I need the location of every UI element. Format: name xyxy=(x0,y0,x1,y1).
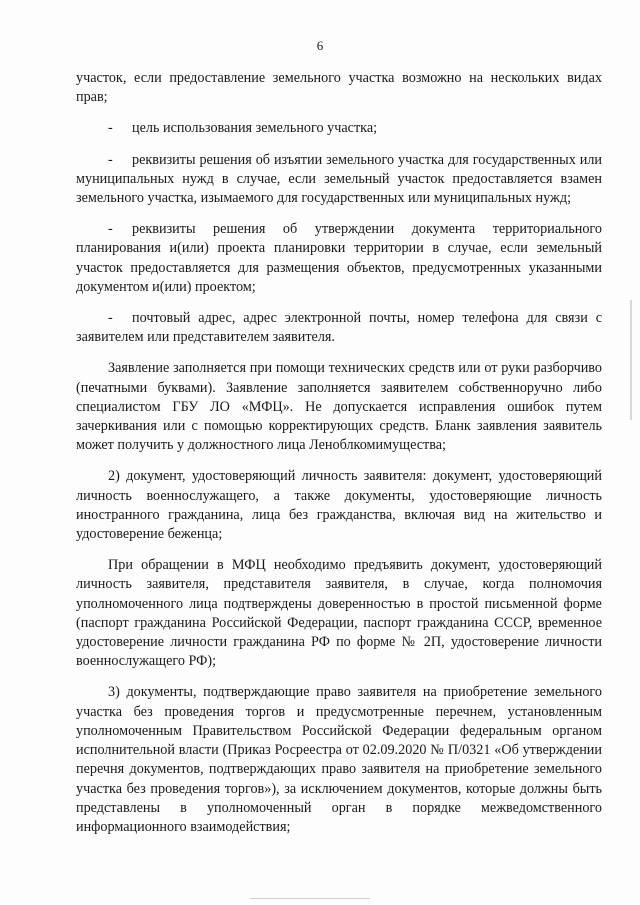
scan-bottom-mark xyxy=(250,898,370,899)
paragraph-application-filling: Заявление заполняется при помощи технических средств или от руки разборчиво (печатными буквами). Заявление заполняется заявителем собственноручно либо специалистом ГБУ ЛО «МФЦ». Не допускается исправления ошибок путем зачеркивания или с помощью корректирующих средств. Бланк заявления заявитель может получить у должностного лица Леноблкомимущества; xyxy=(76,360,602,454)
bullet-item-text: реквизиты решения об изъятии земельного участка для государственных или муниципальных нужд в случае, если земельный участок предоставляется взамен земельного участка, изымаемого для государственных или муниципальных нужд; xyxy=(76,151,602,207)
scan-edge-mark xyxy=(630,300,632,420)
document-body xyxy=(76,69,602,849)
bullet-dash: - xyxy=(108,151,113,168)
paragraph-right-documents: 3) документы, подтверждающие право заявителя на приобретение земельного участка без проведения торгов и предусмотренные перечнем, установленным уполномоченным Правительством Российской Федерации федеральным органом исполнительной власти (Приказ Росреестра от 02.09.2020 № П/0321 «Об утверждении перечня документов, подтверждающих право заявителя на приобретение земельного участка без проведения торгов»), за исключением документов, которые должны быть представлены в уполномоченный орган в порядке межведомственного информационного взаимодействия; xyxy=(76,684,602,835)
bullet-item-text: цель использования земельного участка; xyxy=(132,120,378,137)
bullet-item-planning-decision xyxy=(76,220,602,297)
bullet-dash: - xyxy=(108,120,113,137)
paragraph-1-text: участок, если предоставление земельного участка возможно на нескольких видах прав; xyxy=(76,70,602,106)
bullet-dash: - xyxy=(108,310,113,327)
page-number: 6 xyxy=(316,38,324,53)
bullet-item-text: реквизиты решения об утверждении документа территориального планирования и(или) проекта планировки территории в случае, если земельный участок предоставляется для размещения объектов, предусмотренных указанными документом и(или) проектом; xyxy=(76,221,602,295)
bullet-item-seizure-decision xyxy=(76,151,602,209)
paragraph-1 xyxy=(76,69,602,107)
bullet-item-contacts xyxy=(76,309,602,347)
bullet-item-purpose xyxy=(76,119,602,138)
bullet-dash: - xyxy=(108,221,113,238)
paragraph-identity-document: 2) документ, удостоверяющий личность заявителя: документ, удостоверяющий личность военнослужащего, а также документы, удостоверяющие личность иностранного гражданина, лица без гражданства, включая вид на жительство и удостоверение беженца; xyxy=(76,468,602,543)
paragraph-mfc-presentation: При обращении в МФЦ необходимо предъявить документ, удостоверяющий личность заявителя, представителя заявителя, в случае, когда полномочия уполномоченного лица подтверждены доверенностью в простой письменной форме (паспорт гражданина Российской Федерации, паспорт гражданина СССР, временное удостоверение личности гражданина РФ по форме № 2П, удостоверение личности военнослужащего РФ); xyxy=(76,557,602,670)
bullet-item-text: почтовый адрес, адрес электронной почты, номер телефона для связи с заявителем или представителем заявителя. xyxy=(76,310,602,346)
